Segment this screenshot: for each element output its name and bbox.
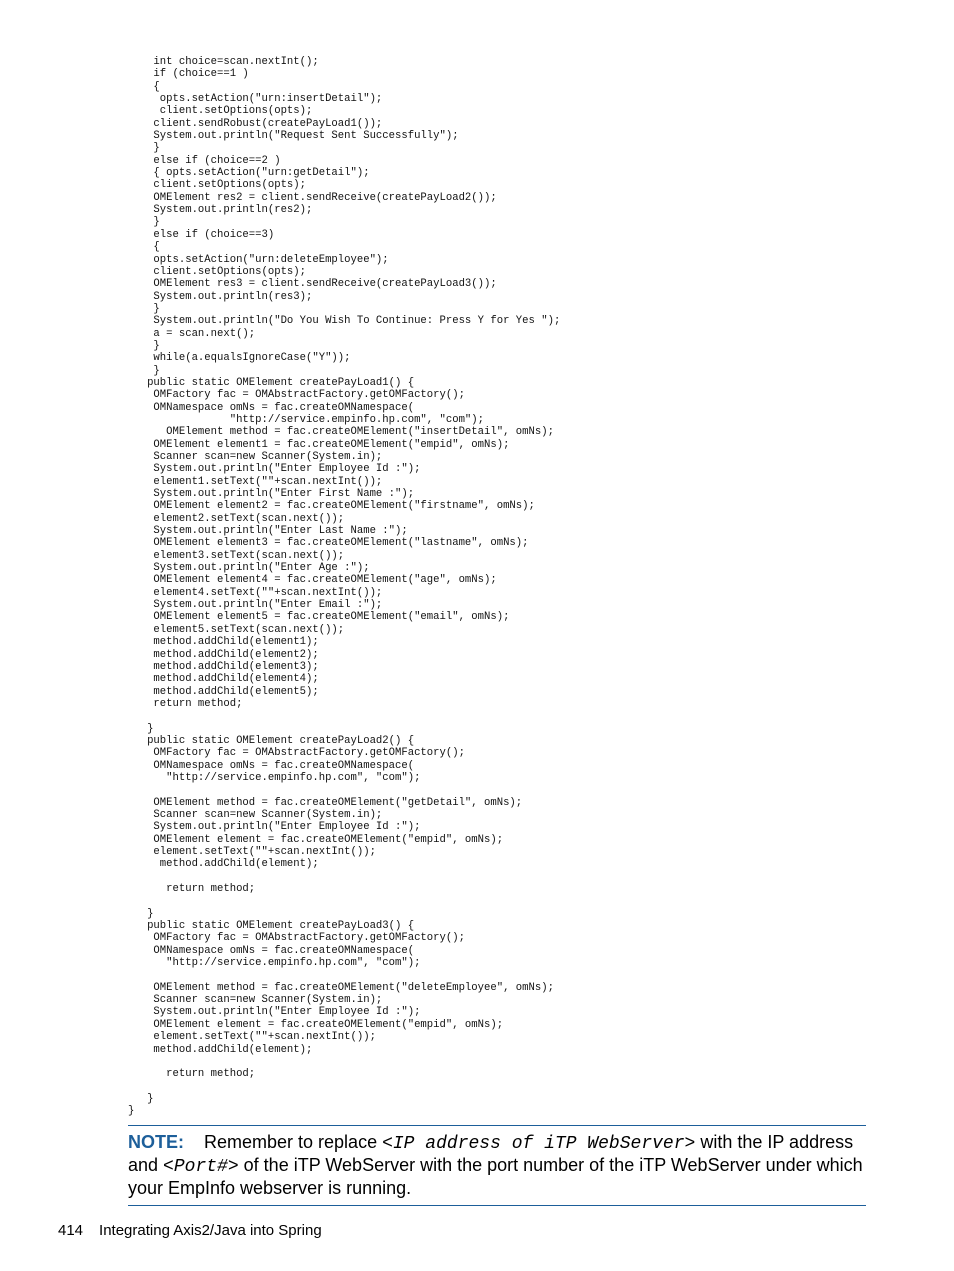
code-line: Scanner scan=new Scanner(System.in); bbox=[128, 451, 383, 463]
code-line: method.addChild(element2); bbox=[128, 648, 319, 661]
code-line: OMNamespace omNs = fac.createOMNamespace( bbox=[128, 944, 415, 957]
code-line: element1.setText(""+scan.nextInt()); bbox=[128, 475, 383, 488]
code-line: public static OMElement createPayLoad3() { bbox=[128, 920, 415, 933]
code-line: method.addChild(element4); bbox=[128, 673, 319, 686]
code-line: else if (choice==3) bbox=[128, 228, 275, 241]
code-line bbox=[128, 969, 868, 981]
code-line: element4.setText(""+scan.nextInt()); bbox=[128, 586, 383, 599]
code-line: OMElement element = fac.createOMElement("empid", omNs); bbox=[128, 1018, 504, 1031]
code-line: System.out.println(res2); bbox=[128, 204, 313, 217]
page-number: 414 bbox=[58, 1222, 84, 1239]
code-line: client.sendRobust(createPayLoad1()); bbox=[128, 117, 383, 130]
code-line: opts.setAction("urn:deleteEmployee"); bbox=[128, 253, 389, 266]
code-line: element5.setText(scan.next()); bbox=[128, 623, 345, 636]
code-line: { bbox=[128, 80, 160, 93]
code-line: System.out.println("Enter First Name :"); bbox=[128, 488, 415, 501]
code-line: public static OMElement createPayLoad1() { bbox=[128, 376, 415, 389]
code-line: a = scan.next(); bbox=[128, 327, 256, 340]
code-line: } bbox=[128, 1092, 154, 1105]
code-line: } bbox=[128, 364, 160, 377]
code-line: client.setOptions(opts); bbox=[128, 265, 307, 278]
code-line: System.out.println("Enter Employee Id :"); bbox=[128, 821, 421, 834]
note-box bbox=[128, 1125, 866, 1206]
code-line: OMElement element5 = fac.createOMElement("email", omNs); bbox=[128, 611, 510, 624]
code-line: "http://service.empinfo.hp.com", "com"); bbox=[128, 413, 485, 426]
code-line: OMElement method = fac.createOMElement("getDetail", omNs); bbox=[128, 796, 523, 809]
code-line: OMFactory fac = OMAbstractFactory.getOMFactory(); bbox=[128, 932, 465, 945]
code-line: return method; bbox=[128, 697, 243, 710]
code-line: else if (choice==2 ) bbox=[128, 154, 281, 167]
code-line: element.setText(""+scan.nextInt()); bbox=[128, 846, 376, 858]
code-line: "http://service.empinfo.hp.com", "com"); bbox=[128, 771, 421, 784]
code-line: OMElement method = fac.createOMElement("deleteEmployee", omNs); bbox=[128, 981, 554, 994]
code-line: OMElement method = fac.createOMElement("insertDetail", omNs); bbox=[128, 426, 554, 439]
code-line: } bbox=[128, 907, 154, 920]
code-line: public static OMElement createPayLoad2() { bbox=[128, 734, 415, 747]
code-line bbox=[128, 784, 868, 796]
code-line bbox=[128, 1081, 868, 1093]
code-line: OMFactory fac = OMAbstractFactory.getOMFactory(); bbox=[128, 747, 465, 760]
code-line: while(a.equalsIgnoreCase("Y")); bbox=[128, 352, 351, 365]
code-line: OMElement res2 = client.sendReceive(createPayLoad2()); bbox=[128, 191, 497, 204]
note-text-1: Remember to replace bbox=[204, 1132, 383, 1152]
code-line: method.addChild(element1); bbox=[128, 636, 319, 649]
code-line: } bbox=[128, 722, 154, 735]
code-line: OMElement element = fac.createOMElement("empid", omNs); bbox=[128, 833, 504, 846]
code-line bbox=[128, 1056, 868, 1068]
code-line: method.addChild(element3); bbox=[128, 660, 319, 673]
code-line: "http://service.empinfo.hp.com", "com"); bbox=[128, 957, 421, 970]
note-text-2: with the IP address and bbox=[128, 1132, 854, 1175]
note-label: NOTE: bbox=[128, 1132, 184, 1152]
code-line: Scanner scan=new Scanner(System.in); bbox=[128, 994, 383, 1007]
note-placeholder-ip: <IP address of iTP WebServer> bbox=[382, 1134, 696, 1154]
code-line: } bbox=[128, 1105, 135, 1118]
code-line: opts.setAction("urn:insertDetail"); bbox=[128, 93, 383, 106]
code-line: client.setOptions(opts); bbox=[128, 105, 313, 118]
code-line: } bbox=[128, 339, 160, 352]
code-line: } bbox=[128, 216, 160, 229]
code-line: OMElement element1 = fac.createOMElement("empid", omNs); bbox=[128, 438, 510, 451]
code-line: System.out.println("Enter Employee Id :"); bbox=[128, 463, 421, 476]
code-line: System.out.println("Do You Wish To Continue: Press Y for Yes "); bbox=[128, 315, 561, 328]
code-line: method.addChild(element); bbox=[128, 1043, 313, 1056]
code-line: System.out.println("Enter Last Name :"); bbox=[128, 525, 408, 538]
code-line: return method; bbox=[128, 1068, 256, 1081]
code-line: OMFactory fac = OMAbstractFactory.getOMFactory(); bbox=[128, 389, 465, 402]
code-line: System.out.println("Request Sent Successfully"); bbox=[128, 130, 459, 143]
code-line: System.out.println(res3); bbox=[128, 290, 313, 303]
code-line: element2.setText(scan.next()); bbox=[128, 512, 345, 525]
code-line: return method; bbox=[128, 883, 256, 896]
code-line: method.addChild(element5); bbox=[128, 685, 319, 698]
code-line: System.out.println("Enter Age :"); bbox=[128, 562, 370, 575]
code-line: OMElement element2 = fac.createOMElement("firstname", omNs); bbox=[128, 500, 535, 513]
code-line: client.setOptions(opts); bbox=[128, 179, 307, 192]
code-line: { bbox=[128, 241, 160, 254]
code-line: Scanner scan=new Scanner(System.in); bbox=[128, 808, 383, 821]
code-line: OMElement element4 = fac.createOMElement("age", omNs); bbox=[128, 574, 497, 587]
code-line: } bbox=[128, 142, 160, 155]
code-line bbox=[128, 710, 868, 722]
note-text-3: of the iTP WebServer with the port number of the iTP WebServer under which your EmpInfo webserver is running. bbox=[128, 1155, 863, 1198]
code-line: System.out.println("Enter Email :"); bbox=[128, 599, 383, 612]
section-title: Integrating Axis2/Java into Spring bbox=[99, 1222, 322, 1239]
code-line: } bbox=[128, 302, 160, 315]
code-listing bbox=[128, 56, 868, 1118]
code-line: System.out.println("Enter Employee Id :"); bbox=[128, 1006, 421, 1019]
code-line: if (choice==1 ) bbox=[128, 68, 249, 81]
code-line: method.addChild(element); bbox=[128, 858, 319, 871]
code-line bbox=[128, 871, 868, 883]
code-line: int choice=scan.nextInt(); bbox=[128, 56, 319, 68]
code-line: element.setText(""+scan.nextInt()); bbox=[128, 1031, 376, 1044]
code-line: { opts.setAction("urn:getDetail"); bbox=[128, 167, 370, 180]
code-line bbox=[128, 895, 868, 907]
note-placeholder-port: <Port#> bbox=[163, 1157, 239, 1177]
page-footer bbox=[58, 1222, 322, 1239]
code-line: OMNamespace omNs = fac.createOMNamespace( bbox=[128, 401, 415, 414]
code-line: OMElement element3 = fac.createOMElement("lastname", omNs); bbox=[128, 537, 529, 550]
code-line: element3.setText(scan.next()); bbox=[128, 549, 345, 562]
code-line: OMElement res3 = client.sendReceive(createPayLoad3()); bbox=[128, 278, 497, 291]
code-line: OMNamespace omNs = fac.createOMNamespace( bbox=[128, 759, 415, 772]
